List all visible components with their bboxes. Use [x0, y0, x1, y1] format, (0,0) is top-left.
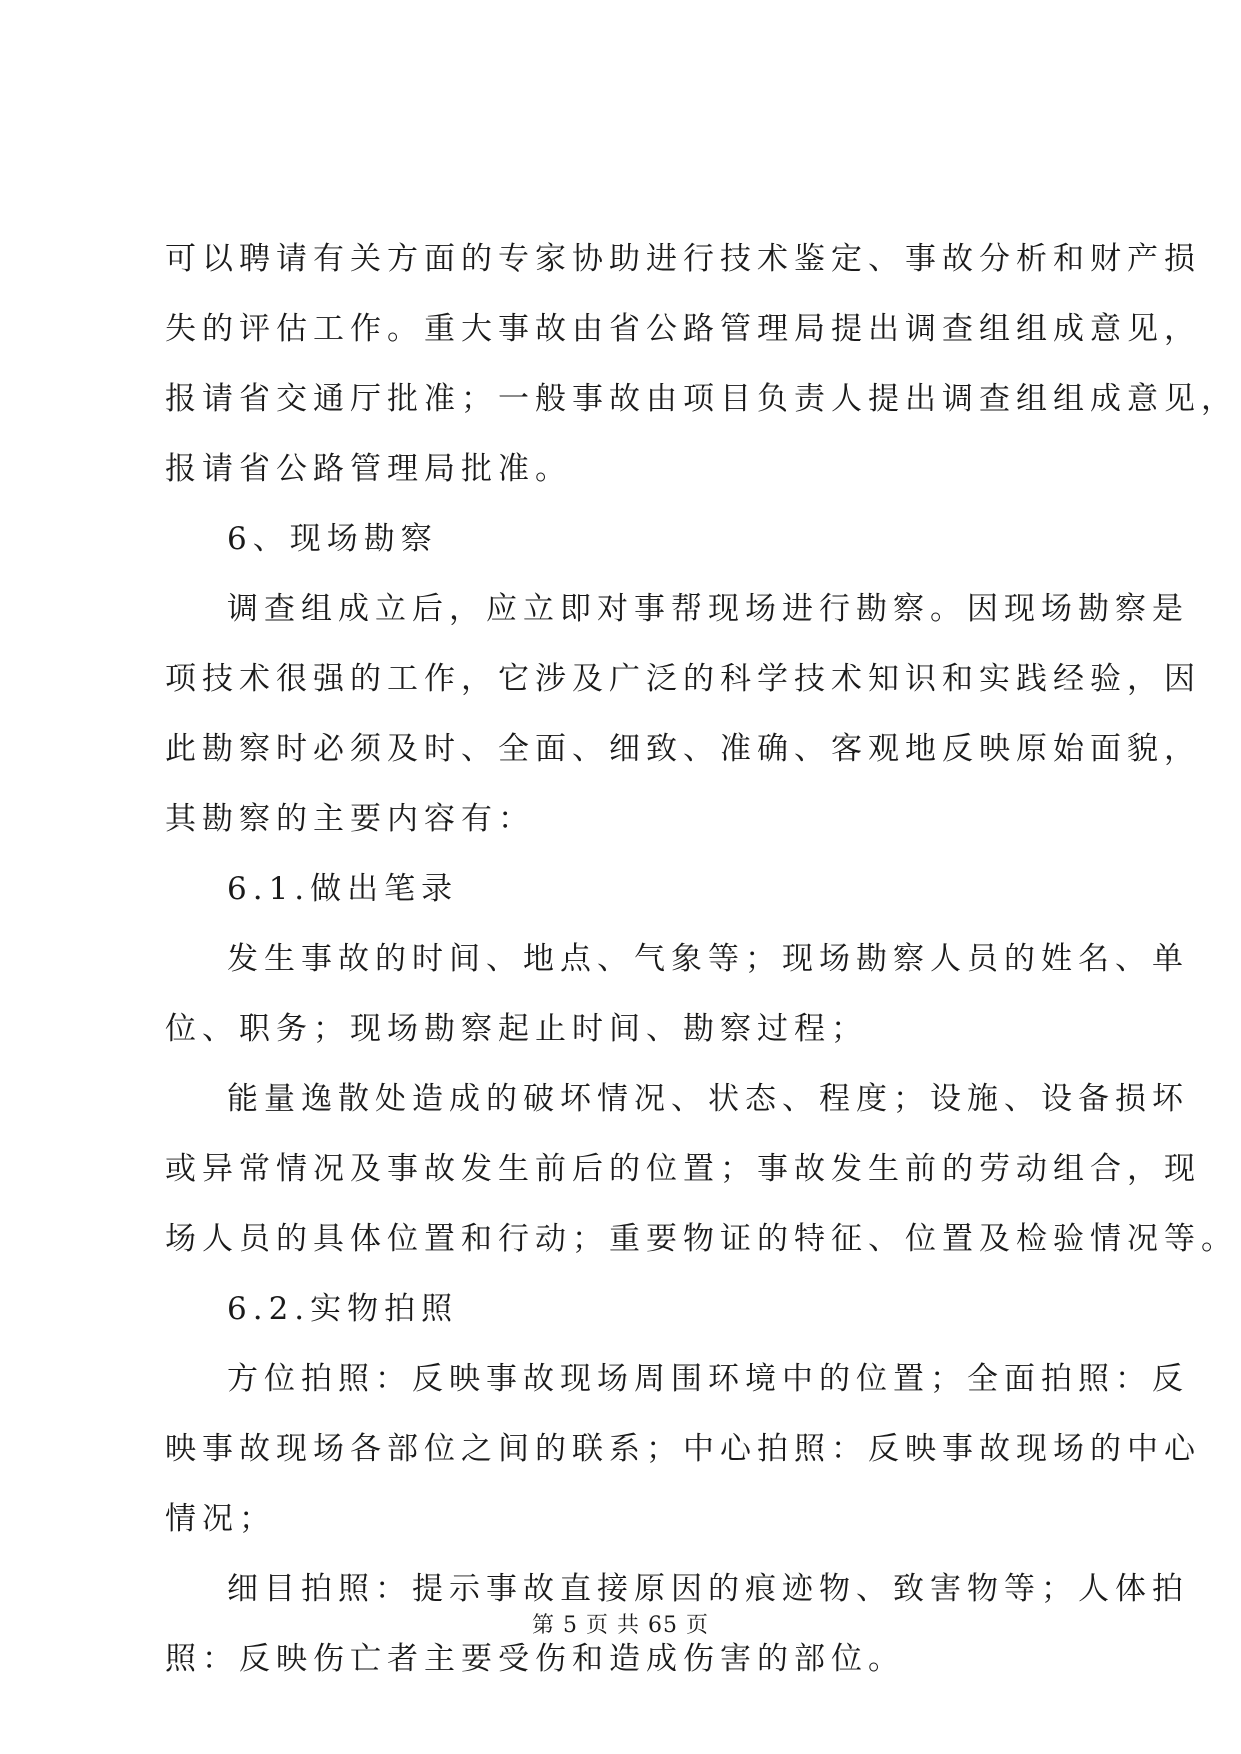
- subsection-heading: 6.2.实物拍照: [227, 1291, 459, 1327]
- text-line: 其勘察的主要内容有：: [165, 801, 535, 837]
- text-line: 报请省公路管理局批准。: [165, 451, 572, 487]
- text-line: 映事故现场各部位之间的联系；中心拍照：反映事故现场的中心: [165, 1431, 1201, 1467]
- text-line: 可以聘请有关方面的专家协助进行技术鉴定、事故分析和财产损: [165, 241, 1201, 277]
- text-line: 报请省交通厅批准；一般事故由项目负责人提出调查组组成意见，: [165, 381, 1238, 417]
- subsection-heading: 6.1.做出笔录: [227, 871, 459, 907]
- text-line: 位、职务；现场勘察起止时间、勘察过程；: [165, 1011, 868, 1047]
- document-body: [165, 224, 1238, 1694]
- text-line: 发生事故的时间、地点、气象等；现场勘察人员的姓名、单: [227, 941, 1189, 977]
- text-line: 场人员的具体位置和行动；重要物证的特征、位置及检验情况等。: [165, 1221, 1238, 1257]
- section-heading: 6、现场勘察: [227, 521, 438, 557]
- text-line: 情况；: [165, 1501, 276, 1537]
- text-line: 项技术很强的工作，它涉及广泛的科学技术知识和实践经验，因: [165, 661, 1201, 697]
- text-line: 方位拍照：反映事故现场周围环境中的位置；全面拍照：反: [227, 1361, 1189, 1397]
- page-number: 第 5 页 共 65 页: [532, 1613, 709, 1638]
- text-line: 或异常情况及事故发生前后的位置；事故发生前的劳动组合，现: [165, 1151, 1201, 1187]
- text-line: 失的评估工作。重大事故由省公路管理局提出调查组组成意见，: [165, 311, 1201, 347]
- text-line: 照：反映伤亡者主要受伤和造成伤害的部位。: [165, 1641, 905, 1677]
- text-line: 细目拍照：提示事故直接原因的痕迹物、致害物等；人体拍: [227, 1571, 1189, 1607]
- text-line: 调查组成立后，应立即对事帮现场进行勘察。因现场勘察是: [227, 591, 1189, 627]
- text-line: 能量逸散处造成的破坏情况、状态、程度；设施、设备损坏: [227, 1081, 1189, 1117]
- text-line: 此勘察时必须及时、全面、细致、准确、客观地反映原始面貌，: [165, 731, 1201, 767]
